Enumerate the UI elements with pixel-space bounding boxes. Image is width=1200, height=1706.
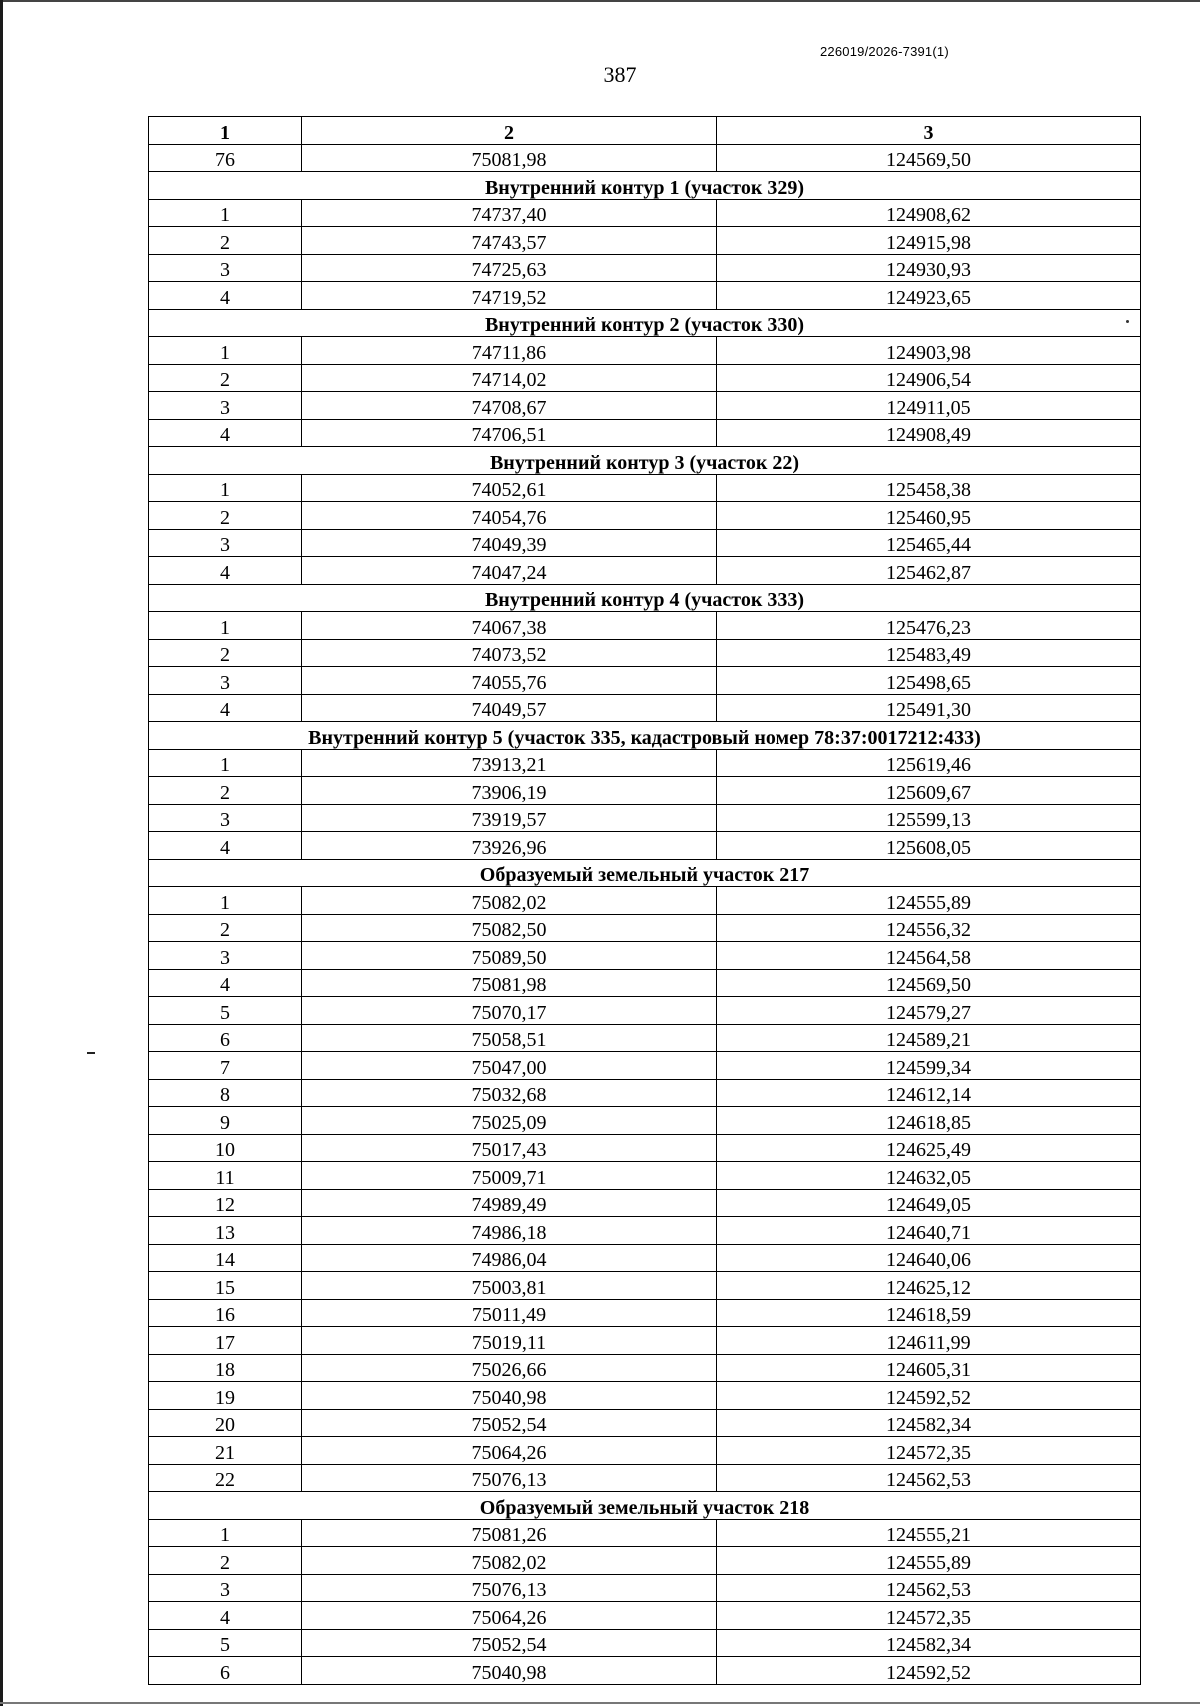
y-coordinate-cell: 124611,99 (717, 1327, 1141, 1355)
table-row (149, 1079, 1141, 1107)
page-number: 387 (603, 62, 637, 87)
point-number-cell: 20 (149, 1409, 302, 1437)
x-coordinate-cell: 73913,21 (302, 749, 717, 777)
point-number-cell: 5 (149, 997, 302, 1025)
x-coordinate-cell: 75089,50 (302, 942, 717, 970)
x-coordinate-cell: 75019,11 (302, 1327, 717, 1355)
y-coordinate-cell: 124592,52 (717, 1382, 1141, 1410)
y-coordinate-cell: 125476,23 (717, 612, 1141, 640)
x-coordinate-cell: 75011,49 (302, 1299, 717, 1327)
x-coordinate-cell: 74725,63 (302, 254, 717, 282)
table-header-row (149, 117, 1141, 145)
x-coordinate-cell: 73926,96 (302, 832, 717, 860)
scan-speck (87, 1052, 95, 1054)
x-coordinate-cell: 75009,71 (302, 1162, 717, 1190)
x-coordinate-cell: 75040,98 (302, 1657, 717, 1685)
y-coordinate-cell: 124612,14 (717, 1079, 1141, 1107)
point-number-cell: 21 (149, 1437, 302, 1465)
point-number-cell: 1 (149, 337, 302, 365)
y-coordinate-cell: 124564,58 (717, 942, 1141, 970)
table-row (149, 529, 1141, 557)
coordinates-table-body (149, 117, 1141, 1685)
point-number-cell: 2 (149, 502, 302, 530)
y-coordinate-cell: 124589,21 (717, 1024, 1141, 1052)
point-number-cell: 17 (149, 1327, 302, 1355)
x-coordinate-cell: 75082,02 (302, 887, 717, 915)
y-coordinate-cell: 125465,44 (717, 529, 1141, 557)
y-coordinate-cell: 125491,30 (717, 694, 1141, 722)
y-coordinate-cell: 124579,27 (717, 997, 1141, 1025)
y-coordinate-cell: 124592,52 (717, 1657, 1141, 1685)
table-row (149, 419, 1141, 447)
y-coordinate-cell: 124582,34 (717, 1629, 1141, 1657)
section-row (149, 722, 1141, 750)
x-coordinate-cell: 74055,76 (302, 667, 717, 695)
table-row (149, 1299, 1141, 1327)
table-row (149, 1629, 1141, 1657)
point-number-cell: 5 (149, 1629, 302, 1657)
section-title: Образуемый земельный участок 217 (149, 859, 1141, 887)
point-number-cell: 4 (149, 1602, 302, 1630)
point-number-cell: 6 (149, 1024, 302, 1052)
x-coordinate-cell: 74989,49 (302, 1189, 717, 1217)
table-row (149, 887, 1141, 915)
section-row (149, 309, 1141, 337)
point-number-cell: 4 (149, 419, 302, 447)
table-row (149, 1134, 1141, 1162)
y-coordinate-cell: 124618,59 (717, 1299, 1141, 1327)
table-row (149, 1189, 1141, 1217)
y-coordinate-cell: 124625,12 (717, 1272, 1141, 1300)
table-row (149, 914, 1141, 942)
x-coordinate-cell: 74067,38 (302, 612, 717, 640)
table-row (149, 1382, 1141, 1410)
point-number-cell: 2 (149, 639, 302, 667)
section-row (149, 172, 1141, 200)
table-row (149, 502, 1141, 530)
table-row (149, 557, 1141, 585)
point-number-cell: 2 (149, 1547, 302, 1575)
section-title: Образуемый земельный участок 218 (149, 1492, 1141, 1520)
table-row (149, 1162, 1141, 1190)
x-coordinate-cell: 75082,02 (302, 1547, 717, 1575)
document-id-stamp: 226019/2026-7391(1) (820, 44, 949, 59)
table-row (149, 144, 1141, 172)
point-number-cell: 14 (149, 1244, 302, 1272)
point-number-cell: 13 (149, 1217, 302, 1245)
scan-edge-bottom (0, 1702, 1200, 1704)
table-row (149, 997, 1141, 1025)
x-coordinate-cell: 75064,26 (302, 1602, 717, 1630)
table-row (149, 227, 1141, 255)
x-coordinate-cell: 75025,09 (302, 1107, 717, 1135)
y-coordinate-cell: 124569,50 (717, 969, 1141, 997)
x-coordinate-cell: 75052,54 (302, 1629, 717, 1657)
scan-edge-top (0, 0, 1200, 2)
y-coordinate-cell: 124640,06 (717, 1244, 1141, 1272)
x-coordinate-cell: 74049,39 (302, 529, 717, 557)
y-coordinate-cell: 125599,13 (717, 804, 1141, 832)
point-number-cell: 3 (149, 254, 302, 282)
table-row (149, 1354, 1141, 1382)
table-row (149, 337, 1141, 365)
x-coordinate-cell: 75076,13 (302, 1464, 717, 1492)
section-row (149, 584, 1141, 612)
y-coordinate-cell: 125458,38 (717, 474, 1141, 502)
y-coordinate-cell: 125619,46 (717, 749, 1141, 777)
table-row (149, 254, 1141, 282)
table-row (149, 1217, 1141, 1245)
x-coordinate-cell: 74708,67 (302, 392, 717, 420)
table-row (149, 749, 1141, 777)
section-title: Внутренний контур 3 (участок 22) (149, 447, 1141, 475)
table-row (149, 969, 1141, 997)
x-coordinate-cell: 75052,54 (302, 1409, 717, 1437)
point-number-cell: 6 (149, 1657, 302, 1685)
table-row (149, 1244, 1141, 1272)
x-coordinate-cell: 75058,51 (302, 1024, 717, 1052)
table-row (149, 1052, 1141, 1080)
y-coordinate-cell: 125498,65 (717, 667, 1141, 695)
table-row (149, 1657, 1141, 1685)
y-coordinate-cell: 125460,95 (717, 502, 1141, 530)
table-row (149, 1464, 1141, 1492)
point-number-cell: 22 (149, 1464, 302, 1492)
point-number-cell: 4 (149, 969, 302, 997)
x-coordinate-cell: 73906,19 (302, 777, 717, 805)
table-row (149, 1024, 1141, 1052)
x-coordinate-cell: 74986,18 (302, 1217, 717, 1245)
y-coordinate-cell: 124582,34 (717, 1409, 1141, 1437)
y-coordinate-cell: 124906,54 (717, 364, 1141, 392)
y-coordinate-cell: 124555,89 (717, 887, 1141, 915)
x-coordinate-cell: 74719,52 (302, 282, 717, 310)
y-coordinate-cell: 124562,53 (717, 1574, 1141, 1602)
y-coordinate-cell: 124572,35 (717, 1602, 1141, 1630)
x-coordinate-cell: 74743,57 (302, 227, 717, 255)
point-number-cell: 7 (149, 1052, 302, 1080)
x-coordinate-cell: 75081,98 (302, 969, 717, 997)
y-coordinate-cell: 125608,05 (717, 832, 1141, 860)
y-coordinate-cell: 124632,05 (717, 1162, 1141, 1190)
point-number-cell: 3 (149, 392, 302, 420)
table-row (149, 364, 1141, 392)
point-number-cell: 2 (149, 364, 302, 392)
section-row (149, 447, 1141, 475)
x-coordinate-cell: 74049,57 (302, 694, 717, 722)
point-number-cell: 9 (149, 1107, 302, 1135)
point-number-cell: 76 (149, 144, 302, 172)
point-number-cell: 10 (149, 1134, 302, 1162)
y-coordinate-cell: 124572,35 (717, 1437, 1141, 1465)
table-row (149, 1602, 1141, 1630)
point-number-cell: 4 (149, 282, 302, 310)
section-row (149, 1492, 1141, 1520)
table-row (149, 667, 1141, 695)
section-title: Внутренний контур 2 (участок 330) (149, 309, 1141, 337)
table-row (149, 1574, 1141, 1602)
point-number-cell: 4 (149, 832, 302, 860)
table-row (149, 832, 1141, 860)
table-row (149, 612, 1141, 640)
x-coordinate-cell: 74714,02 (302, 364, 717, 392)
scan-edge-left (0, 0, 3, 1706)
point-number-cell: 11 (149, 1162, 302, 1190)
x-coordinate-cell: 74073,52 (302, 639, 717, 667)
point-number-cell: 2 (149, 914, 302, 942)
x-coordinate-cell: 75032,68 (302, 1079, 717, 1107)
y-coordinate-cell: 124555,89 (717, 1547, 1141, 1575)
x-coordinate-cell: 75070,17 (302, 997, 717, 1025)
x-coordinate-cell: 74706,51 (302, 419, 717, 447)
y-coordinate-cell: 124915,98 (717, 227, 1141, 255)
x-coordinate-cell: 74737,40 (302, 199, 717, 227)
y-coordinate-cell: 124903,98 (717, 337, 1141, 365)
point-number-cell: 3 (149, 529, 302, 557)
point-number-cell: 3 (149, 667, 302, 695)
y-coordinate-cell: 125609,67 (717, 777, 1141, 805)
point-number-cell: 2 (149, 777, 302, 805)
table-row (149, 1409, 1141, 1437)
y-coordinate-cell: 124649,05 (717, 1189, 1141, 1217)
point-number-cell: 2 (149, 227, 302, 255)
table-row (149, 1437, 1141, 1465)
point-number-cell: 3 (149, 1574, 302, 1602)
x-coordinate-cell: 75026,66 (302, 1354, 717, 1382)
x-coordinate-cell: 74711,86 (302, 337, 717, 365)
section-row (149, 859, 1141, 887)
y-coordinate-cell: 124556,32 (717, 914, 1141, 942)
table-row (149, 1272, 1141, 1300)
column-header-1: 1 (149, 117, 302, 145)
table-row (149, 199, 1141, 227)
x-coordinate-cell: 74047,24 (302, 557, 717, 585)
x-coordinate-cell: 75040,98 (302, 1382, 717, 1410)
table-row (149, 1107, 1141, 1135)
section-title: Внутренний контур 5 (участок 335, кадастровый номер 78:37:0017212:433) (149, 722, 1141, 750)
point-number-cell: 3 (149, 942, 302, 970)
table-row (149, 1547, 1141, 1575)
x-coordinate-cell: 75017,43 (302, 1134, 717, 1162)
table-row (149, 474, 1141, 502)
table-row (149, 282, 1141, 310)
point-number-cell: 15 (149, 1272, 302, 1300)
point-number-cell: 16 (149, 1299, 302, 1327)
table-row (149, 804, 1141, 832)
x-coordinate-cell: 74054,76 (302, 502, 717, 530)
point-number-cell: 19 (149, 1382, 302, 1410)
y-coordinate-cell: 124908,49 (717, 419, 1141, 447)
x-coordinate-cell: 75076,13 (302, 1574, 717, 1602)
x-coordinate-cell: 74052,61 (302, 474, 717, 502)
y-coordinate-cell: 124911,05 (717, 392, 1141, 420)
table-row (149, 1327, 1141, 1355)
point-number-cell: 4 (149, 694, 302, 722)
x-coordinate-cell: 73919,57 (302, 804, 717, 832)
y-coordinate-cell: 124908,62 (717, 199, 1141, 227)
section-title: Внутренний контур 1 (участок 329) (149, 172, 1141, 200)
point-number-cell: 1 (149, 199, 302, 227)
point-number-cell: 1 (149, 612, 302, 640)
y-coordinate-cell: 124923,65 (717, 282, 1141, 310)
y-coordinate-cell: 124562,53 (717, 1464, 1141, 1492)
x-coordinate-cell: 75064,26 (302, 1437, 717, 1465)
x-coordinate-cell: 75047,00 (302, 1052, 717, 1080)
coordinates-table (148, 116, 1141, 1685)
table-row (149, 639, 1141, 667)
x-coordinate-cell: 75082,50 (302, 914, 717, 942)
column-header-3: 3 (717, 117, 1141, 145)
point-number-cell: 1 (149, 474, 302, 502)
x-coordinate-cell: 75081,98 (302, 144, 717, 172)
y-coordinate-cell: 124625,49 (717, 1134, 1141, 1162)
y-coordinate-cell: 124569,50 (717, 144, 1141, 172)
table-row (149, 942, 1141, 970)
point-number-cell: 18 (149, 1354, 302, 1382)
point-number-cell: 1 (149, 1519, 302, 1547)
table-row (149, 777, 1141, 805)
y-coordinate-cell: 124599,34 (717, 1052, 1141, 1080)
x-coordinate-cell: 75081,26 (302, 1519, 717, 1547)
table-row (149, 694, 1141, 722)
column-header-2: 2 (302, 117, 717, 145)
x-coordinate-cell: 75003,81 (302, 1272, 717, 1300)
table-row (149, 392, 1141, 420)
x-coordinate-cell: 74986,04 (302, 1244, 717, 1272)
section-title: Внутренний контур 4 (участок 333) (149, 584, 1141, 612)
table-row (149, 1519, 1141, 1547)
y-coordinate-cell: 125462,87 (717, 557, 1141, 585)
y-coordinate-cell: 124605,31 (717, 1354, 1141, 1382)
point-number-cell: 8 (149, 1079, 302, 1107)
point-number-cell: 3 (149, 804, 302, 832)
y-coordinate-cell: 124930,93 (717, 254, 1141, 282)
y-coordinate-cell: 124555,21 (717, 1519, 1141, 1547)
point-number-cell: 12 (149, 1189, 302, 1217)
y-coordinate-cell: 124640,71 (717, 1217, 1141, 1245)
point-number-cell: 1 (149, 749, 302, 777)
y-coordinate-cell: 124618,85 (717, 1107, 1141, 1135)
point-number-cell: 1 (149, 887, 302, 915)
y-coordinate-cell: 125483,49 (717, 639, 1141, 667)
point-number-cell: 4 (149, 557, 302, 585)
